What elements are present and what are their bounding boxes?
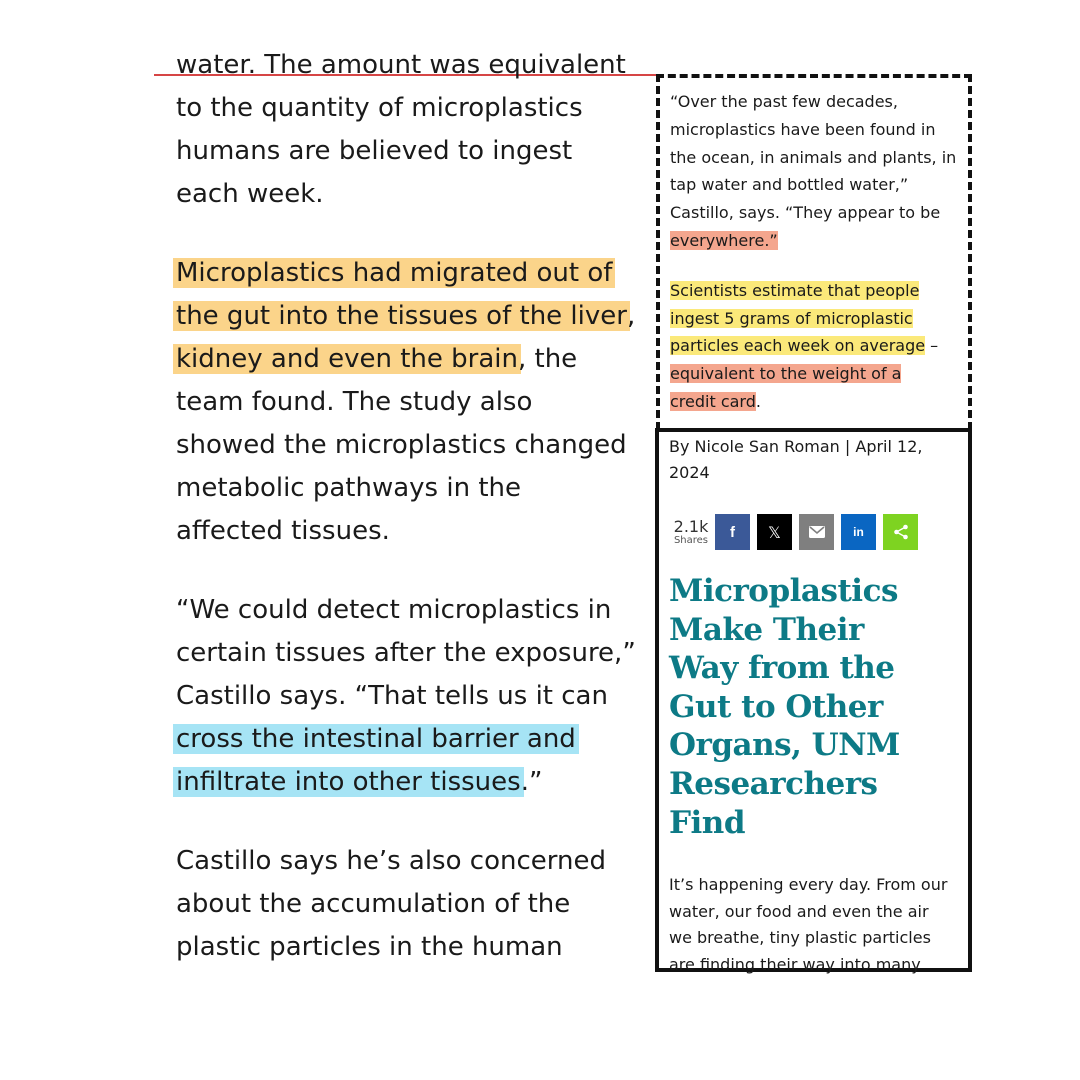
email-icon bbox=[809, 526, 825, 538]
body-text: , bbox=[626, 301, 636, 331]
lede-line: water, our food and even the air bbox=[669, 901, 929, 921]
body-line: plastic particles in the human bbox=[176, 932, 563, 962]
estimate-paragraph bbox=[670, 277, 980, 416]
share-bar bbox=[669, 514, 964, 550]
highlight-red: credit card bbox=[670, 391, 756, 411]
paragraph-castillo-quote bbox=[176, 589, 656, 804]
body-line: Castillo says. “That tells us it can bbox=[176, 681, 608, 711]
linkedin-icon: in bbox=[853, 525, 864, 539]
byline-year: 2024 bbox=[669, 463, 710, 482]
highlight-yellow: ingest 5 grams of microplastic bbox=[670, 308, 913, 328]
quote-line: tap water and bottled water,” bbox=[670, 175, 909, 195]
quote-line: microplastics have been found in bbox=[670, 119, 936, 139]
email-share-button[interactable] bbox=[799, 514, 834, 550]
headline-line: Researchers bbox=[669, 765, 878, 802]
highlight-red: equivalent to the weight of a bbox=[670, 364, 902, 384]
body-line: “We could detect microplastics in bbox=[176, 595, 612, 625]
headline-line: Gut to Other bbox=[669, 688, 883, 725]
facebook-icon: f bbox=[730, 523, 735, 541]
body-line: to the quantity of microplastics bbox=[176, 93, 583, 123]
body-line: Castillo says he’s also concerned bbox=[176, 846, 606, 876]
byline bbox=[669, 434, 964, 486]
highlight-orange: kidney and even the brain bbox=[173, 344, 521, 374]
byline-author-date: By Nicole San Roman | April 12, bbox=[669, 437, 923, 456]
highlight-blue: infiltrate into other tissues bbox=[173, 767, 524, 797]
dash-text: – bbox=[925, 336, 939, 356]
article-card bbox=[655, 428, 972, 972]
body-line: team found. The study also bbox=[176, 387, 533, 417]
body-line: showed the microplastics changed bbox=[176, 430, 627, 460]
body-line: about the accumulation of the bbox=[176, 889, 571, 919]
facebook-share-button[interactable] bbox=[715, 514, 750, 550]
quote-line: Castillo, says. “They appear to be bbox=[670, 203, 941, 223]
share-counter bbox=[673, 518, 709, 547]
highlight-orange: Microplastics had migrated out of bbox=[173, 258, 615, 288]
body-line: metabolic pathways in the bbox=[176, 473, 522, 503]
paragraph-accumulation bbox=[176, 840, 656, 969]
linkedin-share-button[interactable] bbox=[841, 514, 876, 550]
article-headline[interactable] bbox=[669, 572, 964, 842]
x-icon: 𝕏 bbox=[768, 522, 781, 542]
body-text: .” bbox=[520, 767, 543, 797]
body-line: humans are believed to ingest bbox=[176, 136, 573, 166]
headline-line: Way from the bbox=[669, 650, 895, 687]
highlight-red: everywhere.” bbox=[670, 230, 778, 250]
quote-line: “Over the past few decades, bbox=[670, 92, 898, 111]
paragraph-ingest bbox=[176, 44, 656, 216]
headline-line: Find bbox=[669, 804, 745, 841]
body-line: water. The amount was equivalent bbox=[176, 50, 626, 80]
x-share-button[interactable] bbox=[757, 514, 792, 550]
body-line: certain tissues after the exposure,” bbox=[176, 638, 636, 668]
quote-paragraph bbox=[670, 88, 980, 255]
more-share-button[interactable] bbox=[883, 514, 918, 550]
paragraph-migration bbox=[176, 252, 656, 553]
lede-line: are finding their way into many bbox=[669, 954, 921, 974]
highlight-blue: cross the intestinal barrier and bbox=[173, 724, 579, 754]
highlight-yellow: particles each week on average bbox=[670, 336, 926, 356]
body-text: , the bbox=[517, 344, 578, 374]
highlight-orange: the gut into the tissues of the liver bbox=[173, 301, 630, 331]
share-count-label: Shares bbox=[673, 534, 709, 546]
headline-line: Organs, UNM bbox=[669, 727, 900, 764]
body-line: each week. bbox=[176, 179, 324, 209]
article-body-column bbox=[154, 50, 650, 962]
period-text: . bbox=[755, 391, 761, 411]
lede-line: we breathe, tiny plastic particles bbox=[669, 928, 931, 948]
headline-line: Microplastics bbox=[669, 573, 898, 609]
share-count: 2.1k bbox=[673, 516, 709, 536]
headline-line: Make Their bbox=[669, 611, 864, 648]
body-line: affected tissues. bbox=[176, 516, 390, 546]
highlight-yellow: Scientists estimate that people bbox=[670, 280, 920, 300]
quote-line: the ocean, in animals and plants, in bbox=[670, 147, 957, 167]
article-lede bbox=[669, 872, 964, 978]
lede-line: It’s happening every day. From our bbox=[669, 875, 948, 895]
pull-quote-panel bbox=[656, 74, 972, 430]
share-icon bbox=[893, 524, 909, 540]
